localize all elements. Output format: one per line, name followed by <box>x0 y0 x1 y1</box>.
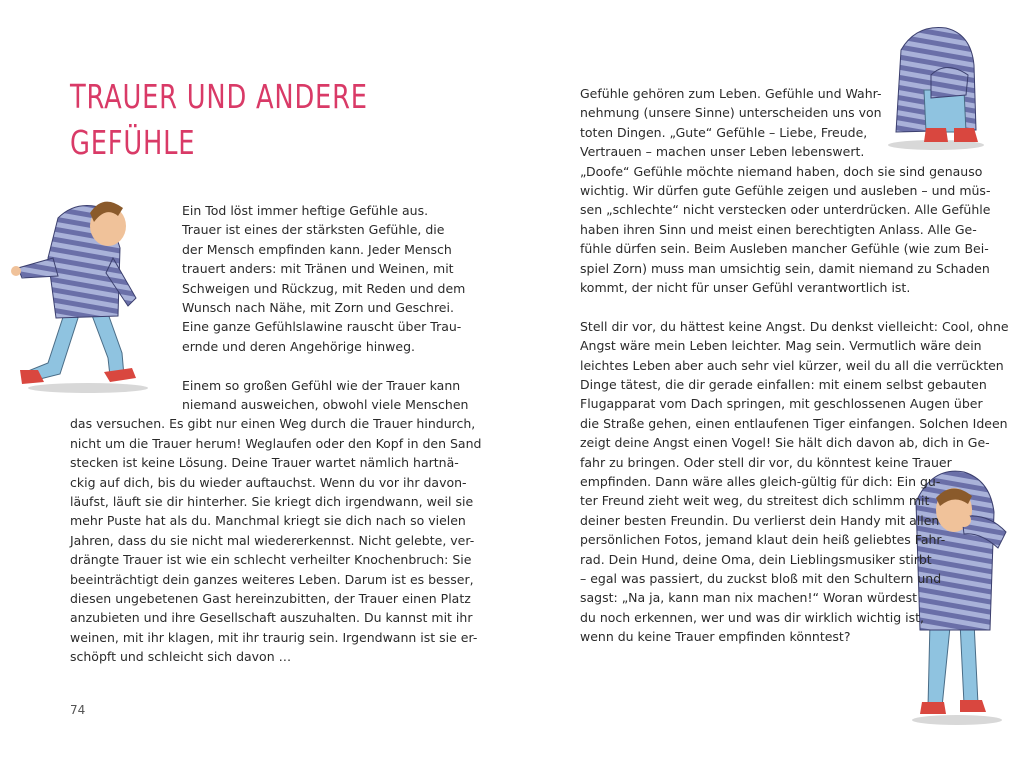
text-line: Wunsch nach Nähe, mit Zorn und Geschrei. <box>182 300 454 315</box>
text-line: Angst wäre mein Leben leichter. Mag sein. Vermutlich wäre dein <box>580 338 982 354</box>
text-line: weinen, mit ihr klagen, mit ihr traurig sein. Irgendwann ist sie er- <box>70 629 478 645</box>
page-number: 74 <box>70 703 86 717</box>
text-line: zeigt deine Angst einen Vogel! Sie hält dich davon ab, dich in Ge- <box>580 435 990 451</box>
text-line: – egal was passiert, du zuckst bloß mit den Schultern und <box>580 571 942 586</box>
text-line: beeinträchtigt dein ganzes weiteres Leben. Darum ist es besser, <box>70 571 474 587</box>
text-line: sagst: „Na ja, kann man nix machen!“ Woran würdest <box>580 590 918 606</box>
text-line: nicht um die Trauer herum! Weglaufen oder den Kopf in den Sand <box>70 435 482 451</box>
text-line: Flugapparat vom Dach springen, mit geschlossenen Augen über <box>580 396 983 412</box>
text-line: Gefühle gehören zum Leben. Gefühle und Wahr- <box>580 86 882 101</box>
title-line-1: TRAUER UND ANDERE <box>70 77 368 116</box>
walking-child-illustration <box>8 188 158 393</box>
text-line: deiner besten Freundin. Du verlierst dein Handy mit allen <box>580 512 940 528</box>
text-line: stecken ist keine Lösung. Deine Trauer wartet nämlich hartnä- <box>70 455 459 471</box>
text-line: läufst, läuft sie dir hinterher. Sie kriegt dich irgendwann, weil sie <box>70 494 474 509</box>
text-line: „Doofe“ Gefühle möchte niemand haben, doch sie sind genauso <box>580 163 983 179</box>
text-line: fühle dürfen sein. Beim Ausleben mancher Gefühle (wie zum Bei- <box>580 241 989 257</box>
text-line: wichtig. Wir dürfen gute Gefühle zeigen und ausleben – und müs- <box>580 183 991 198</box>
text-line: der Mensch empfinden kann. Jeder Mensch <box>182 241 452 257</box>
text-line: anzubieten und ihre Gesellschaft auszuhalten. Du kannst mit ihr <box>70 610 473 626</box>
text-line: das versuchen. Es gibt nur einen Weg durch die Trauer hindurch, <box>70 416 476 432</box>
text-line: rad. Dein Hund, deine Oma, dein Lieblingsmusiker stirbt <box>580 551 932 567</box>
text-line: Dinge tätest, die dir gerade einfallen: mit einem selbst gebauten <box>580 377 987 392</box>
sitting-child-illustration <box>876 20 996 150</box>
text-line: Einem so großen Gefühl wie der Trauer kann <box>182 377 461 393</box>
text-line: trauert anders: mit Tränen und Weinen, mit <box>182 261 454 277</box>
text-line: toten Dingen. „Gute“ Gefühle – Liebe, Freude, <box>580 124 868 140</box>
text-line: nehmung (unsere Sinne) unterscheiden uns von <box>580 105 882 121</box>
text-line: ckig auf dich, bis du wieder auftauchst. Wenn du vor ihr davon- <box>70 474 467 490</box>
text-line: Ein Tod löst immer heftige Gefühle aus. <box>182 203 429 218</box>
text-line: ernde und deren Angehörige hinweg. <box>182 338 415 354</box>
text-line: die Straße gehen, einen entlaufenen Tiger einfangen. Solchen Ideen <box>580 415 1008 431</box>
text-line: du noch erkennen, wer und was dir wirklich wichtig ist, <box>580 609 924 625</box>
text-line: leichtes Leben aber auch sehr viel kürzer, weil du all die verrückten <box>580 357 1004 373</box>
text-line: sen „schlechte“ nicht verstecken oder unterdrücken. Alle Gefühle <box>580 202 991 218</box>
text-line: Stell dir vor, du hättest keine Angst. Du denkst vielleicht: Cool, ohne <box>580 318 1009 334</box>
text-line: fahr zu bringen. Oder stell dir vor, du könntest keine Trauer <box>580 454 952 470</box>
text-line: Jahren, dass du sie nicht mal wiedererkennst. Nicht gelebte, ver- <box>70 532 475 548</box>
text-line: kommt, der nicht für unser Gefühl verantwortlich ist. <box>580 280 911 295</box>
text-line: empfinden. Dann wäre alles gleich-gültig für dich: Ein gu- <box>580 474 941 489</box>
text-line: schöpft und schleicht sich davon … <box>70 649 292 665</box>
text-line: Schweigen und Rückzug, mit Reden und dem <box>182 280 466 296</box>
text-line: Eine ganze Gefühlslawine rauscht über Trau- <box>182 319 462 335</box>
text-line: wenn du keine Trauer empfinden könntest? <box>580 629 851 645</box>
text-line: haben ihren Sinn und meist einen berechtigten Anlass. Alle Ge- <box>580 221 977 237</box>
text-line: niemand ausweichen, obwohl viele Menschen <box>182 397 469 412</box>
text-line: persönlichen Fotos, jemand klaut dein heiß geliebtes Fahr- <box>580 532 946 548</box>
text-line: spiel Zorn) muss man umsichtig sein, damit niemand zu Schaden <box>580 260 990 276</box>
text-line: mehr Puste hat als du. Manchmal kriegt sie dich nach so vielen <box>70 513 466 529</box>
text-line: Trauer ist eines der stärksten Gefühle, die <box>182 222 445 238</box>
text-line: diesen ungebetenen Gast hereinzubitten, der Trauer einen Platz <box>70 591 471 606</box>
text-line: ter Freund zieht weit weg, du streitest dich schlimm mit <box>580 493 930 509</box>
text-line: drängte Trauer ist wie ein schlecht verheilter Knochenbruch: Sie <box>70 552 472 568</box>
text-line: Vertrauen – machen unser Leben lebenswert. <box>580 144 865 160</box>
title-line-2: GEFÜHLE <box>70 123 196 162</box>
